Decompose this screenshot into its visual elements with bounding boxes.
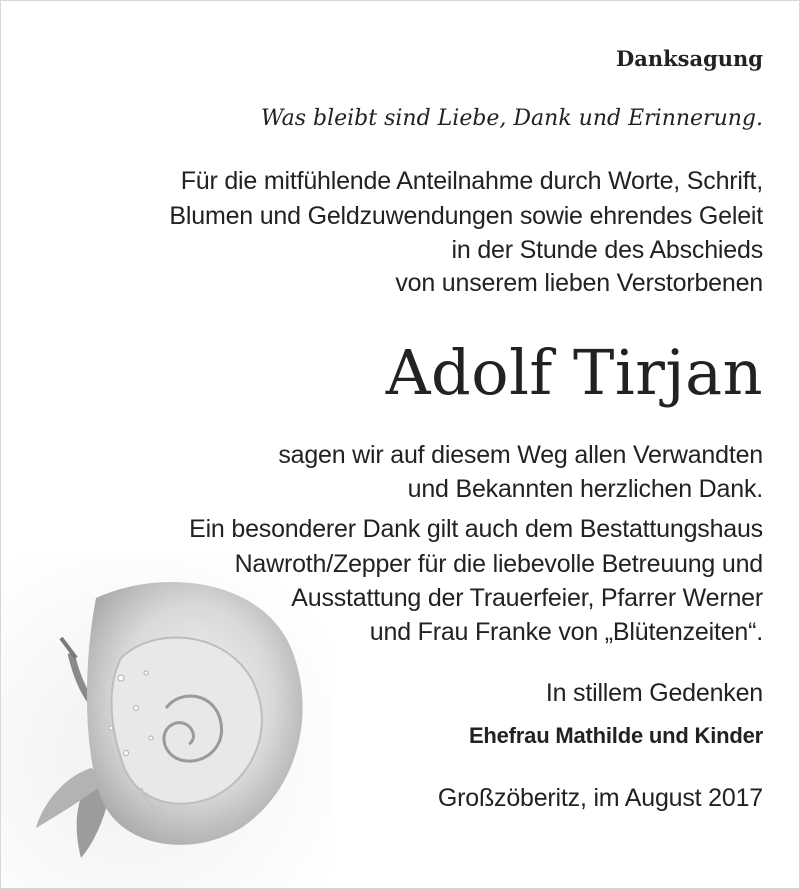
closing: In stillem Gedenken <box>545 679 763 707</box>
special-thanks-line: und Frau Franke von „Blütenzeiten“. <box>369 618 763 646</box>
intro-line: Für die mitfühlende Anteilnahme durch Worte, Schrift, <box>180 167 763 195</box>
rose-icon <box>1 558 331 888</box>
intro-line: von unserem lieben Verstorbenen <box>395 269 763 297</box>
deceased-name: Adolf Tirjan <box>385 336 763 409</box>
place-date: Großzöberitz, im August 2017 <box>437 784 763 812</box>
intro-line: in der Stunde des Abschieds <box>451 236 763 264</box>
special-thanks-line: Ein besonderer Dank gilt auch dem Bestattungshaus <box>189 515 763 543</box>
thanks-line: und Bekannten herzlichen Dank. <box>407 475 763 503</box>
motto: Was bleibt sind Liebe, Dank und Erinnerung. <box>260 106 763 131</box>
special-thanks-line: Ausstattung der Trauerfeier, Pfarrer Werner <box>291 584 763 612</box>
notice-heading: Danksagung <box>616 46 763 71</box>
special-thanks-line: Nawroth/Zepper für die liebevolle Betreuung und <box>234 550 763 578</box>
intro-line: Blumen und Geldzuwendungen sowie ehrendes Geleit <box>169 202 763 230</box>
family-signature: Ehefrau Mathilde und Kinder <box>468 723 763 748</box>
thanks-line: sagen wir auf diesem Weg allen Verwandten <box>278 441 763 469</box>
